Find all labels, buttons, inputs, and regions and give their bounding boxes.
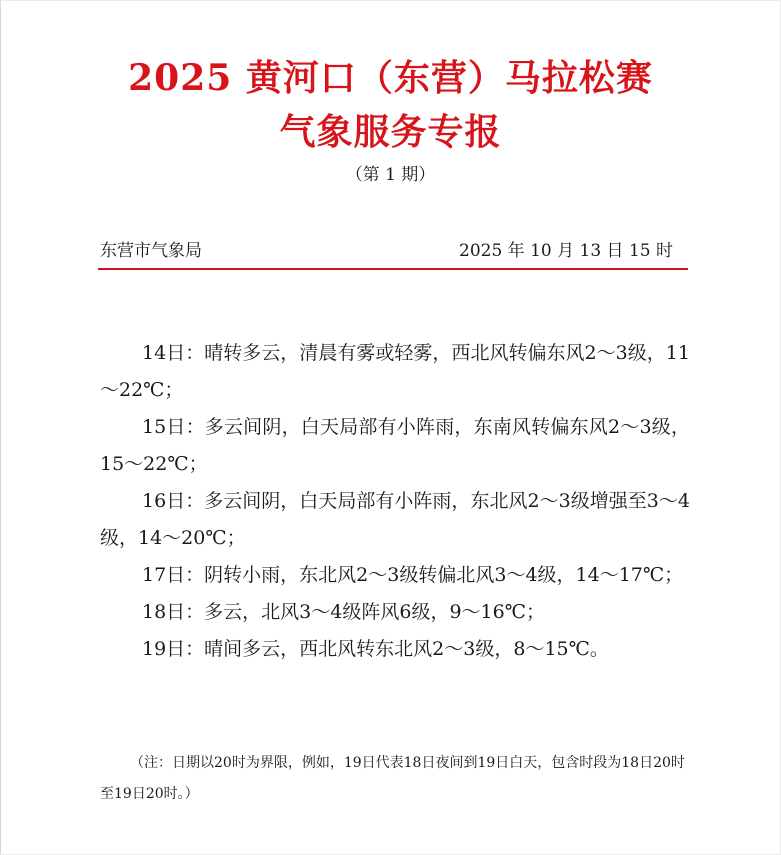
forecast-item-day-14: 14日：晴转多云，清晨有雾或轻雾，西北风转偏东风2～3级，11～22℃； xyxy=(100,342,690,401)
issuing-agency: 东营市气象局 xyxy=(100,241,202,261)
forecast-item-day-17: 17日：阴转小雨，东北风2～3级转偏北风3～4级，14～17℃； xyxy=(142,564,684,586)
forecast-item-day-16: 16日：多云间阴，白天局部有小阵雨，东北风2～3级增强至3～4级，14～20℃； xyxy=(100,490,690,549)
report-title-line-2: 气象服务专报 xyxy=(279,111,502,153)
header-divider xyxy=(98,268,688,270)
issue-time: 2025 年 10 月 13 日 15 时 xyxy=(459,241,673,261)
forecast-item-day-19: 19日：晴间多云，西北风转东北风2～3级，8～15℃。 xyxy=(142,638,609,660)
report-title-line-1: 2025 黄河口（东营）马拉松赛 xyxy=(128,57,653,99)
forecast-item-day-15: 15日：多云间阴，白天局部有小阵雨，东南风转偏东风2～3级，15～22℃； xyxy=(100,416,690,475)
footnote: （注：日期以20时为界限，例如，19日代表18日夜间到19日白天，包含时段为18日20时至19日20时。） xyxy=(100,755,685,802)
forecast-item-day-18: 18日：多云，北风3～4级阵风6级，9～16℃； xyxy=(142,601,545,623)
issue-number: （第 1 期） xyxy=(345,165,436,185)
forecast-body xyxy=(100,335,690,668)
